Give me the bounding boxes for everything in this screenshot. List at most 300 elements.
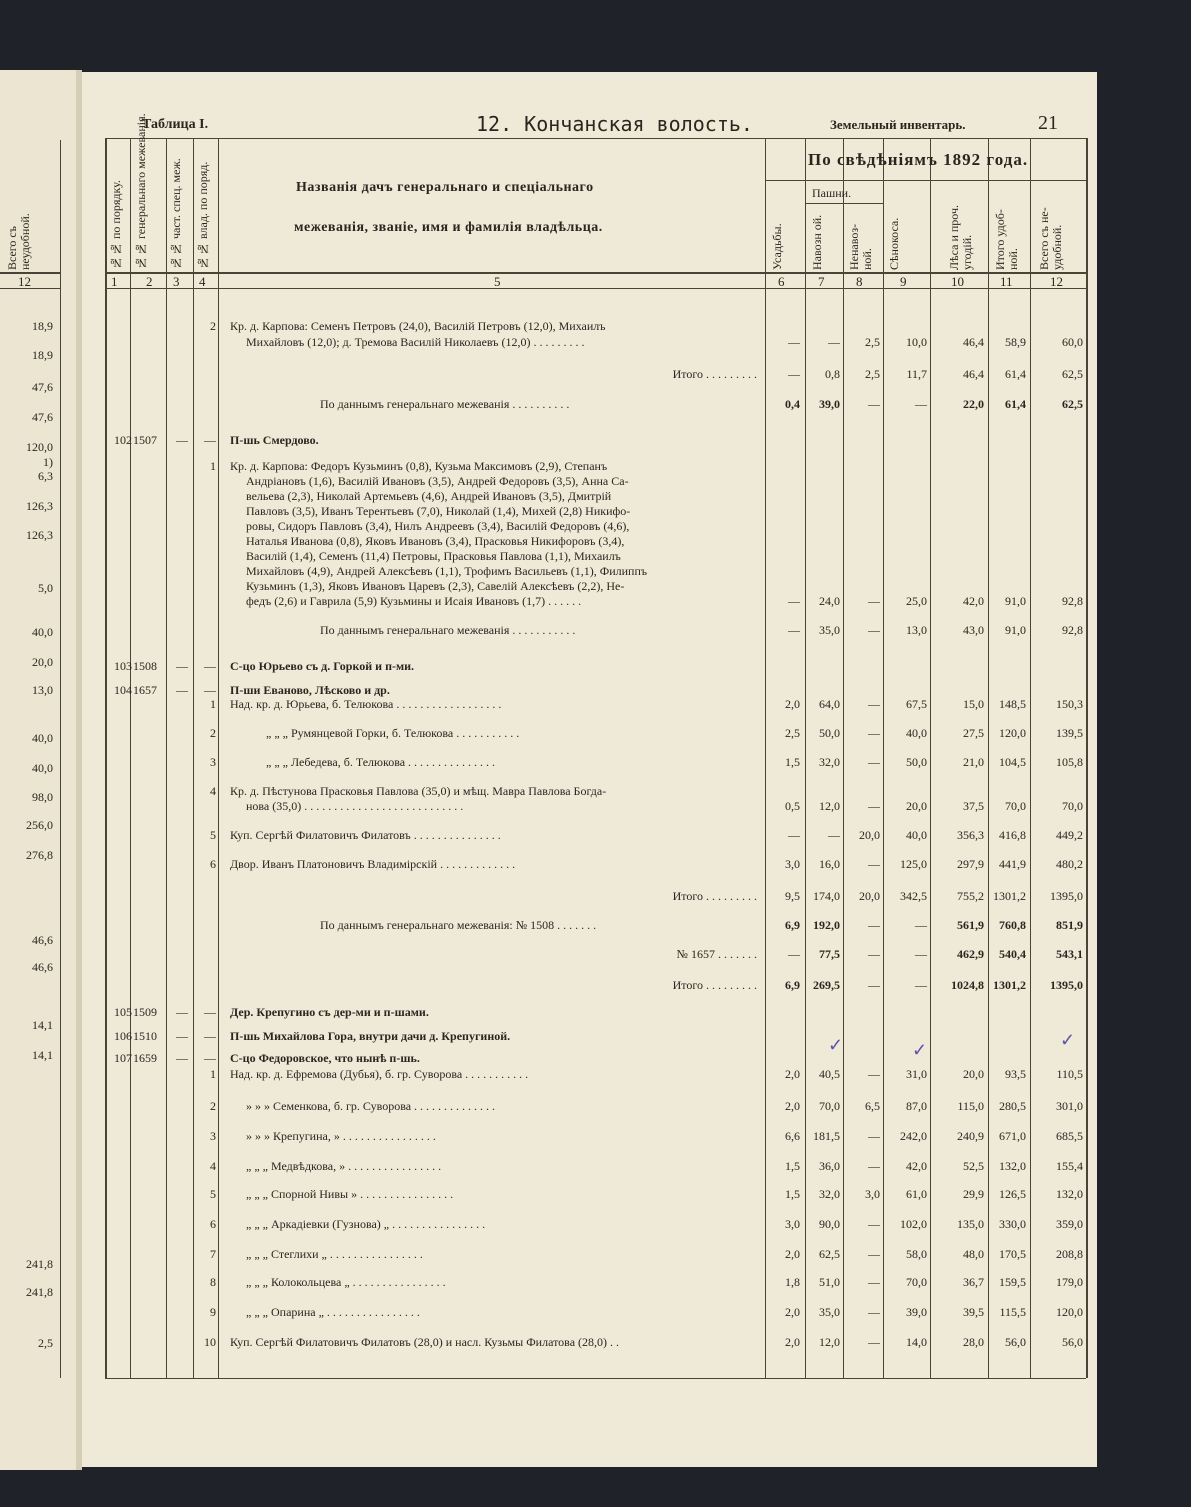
special-survey-number: — [176, 683, 188, 697]
owner-name: Василій (1,4), Семенъ (11,4) Петровы, Прасковья Павлова (1,1), Михаилъ [246, 549, 621, 563]
owner-name: ровы, Сидоръ Павловъ (3,4), Нилъ Андреевъ (3,4), Василій Федоровъ (4,6), [246, 519, 630, 533]
value-col-7: — [828, 335, 840, 349]
left-page-value: 13,0 [32, 683, 53, 697]
value-col-7: 70,0 [819, 1099, 840, 1113]
value-col-8: 3,0 [865, 1187, 880, 1201]
owner-name: Двор. Иванъ Платоновичъ Владимірскій . . . . . . . . . . . . . [230, 857, 516, 871]
left-margin-rule [60, 140, 61, 1378]
value-col-12: 150,3 [1056, 697, 1083, 711]
value-col-10: 46,4 [963, 367, 984, 381]
column-number-1: 1 [111, 274, 118, 289]
value-col-6: 2,0 [785, 1247, 800, 1261]
owner-name: Итого . . . . . . . . . [672, 367, 757, 381]
column-number-10: 10 [951, 274, 964, 289]
value-col-11: 61,4 [1005, 367, 1026, 381]
value-col-11: 416,8 [999, 828, 1026, 842]
column-header-7: Навозн ой. [810, 214, 824, 270]
value-col-8: — [868, 947, 880, 961]
left-page-value: 126,3 [26, 499, 53, 513]
left-page-value: 241,8 [26, 1257, 53, 1271]
owner-name: Итого . . . . . . . . . [672, 889, 757, 903]
special-survey-number: — [176, 1029, 188, 1043]
value-col-12: 70,0 [1062, 799, 1083, 813]
value-col-11: 159,5 [999, 1275, 1026, 1289]
value-col-6: — [788, 828, 800, 842]
header-top-rule [105, 138, 1086, 139]
column-number-7: 7 [818, 274, 825, 289]
owner-name: Кр. д. Карпова: Семенъ Петровъ (24,0), Василій Петровъ (12,0), Михаилъ [230, 319, 606, 333]
value-col-7: 12,0 [819, 1335, 840, 1349]
value-col-6: 1,5 [785, 1159, 800, 1173]
row-number: 107 [114, 1051, 132, 1065]
value-col-11: 93,5 [1005, 1067, 1026, 1081]
value-col-11: 120,0 [999, 726, 1026, 740]
value-col-10: 37,5 [963, 799, 984, 813]
value-col-9: 125,0 [900, 857, 927, 871]
value-col-12: 449,2 [1056, 828, 1083, 842]
value-col-6: 2,5 [785, 726, 800, 740]
value-col-8: — [868, 1129, 880, 1143]
owner-number: — [204, 1005, 216, 1019]
left-page-value: 1) [43, 455, 53, 469]
value-col-8: — [868, 397, 880, 411]
owner-name: П-ши Еваново, Лѣсково и др. [230, 683, 390, 697]
colnum-rule [105, 288, 1086, 289]
value-col-10: 43,0 [963, 623, 984, 637]
value-col-12: 139,5 [1056, 726, 1083, 740]
value-col-11: 280,5 [999, 1099, 1026, 1113]
bottom-rule [105, 1378, 1086, 1379]
owner-name: Павловъ (3,5), Иванъ Терентьевъ (7,0), Николай (1,4), Михей (2,8) Никифо- [246, 504, 631, 518]
value-col-9: 242,0 [900, 1129, 927, 1143]
owner-name: нова (35,0) . . . . . . . . . . . . . . . . . . . . . . . . . . . [246, 799, 464, 813]
value-col-9: 40,0 [906, 726, 927, 740]
value-col-8: — [868, 1159, 880, 1173]
value-col-10: 561,9 [957, 918, 984, 932]
value-col-9: 61,0 [906, 1187, 927, 1201]
value-col-9: 102,0 [900, 1217, 927, 1231]
owner-name: Над. кр. д. Юрьева, б. Телюкова . . . . . . . . . . . . . . . . . . [230, 697, 502, 711]
value-col-7: 16,0 [819, 857, 840, 871]
value-col-6: — [788, 335, 800, 349]
value-col-7: 62,5 [819, 1247, 840, 1261]
owner-name: Куп. Сергѣй Филатовичъ Филатовъ (28,0) и насл. Кузьмы Филатова (28,0) . . [230, 1335, 620, 1349]
value-col-11: 104,5 [999, 755, 1026, 769]
value-col-8: — [868, 755, 880, 769]
value-col-10: 240,9 [957, 1129, 984, 1143]
column-header-3: №№ част. спец. меж. [169, 158, 183, 270]
value-col-11: 91,0 [1005, 594, 1026, 608]
owner-name: По даннымъ генеральнаго межеванія . . . . . . . . . . [320, 397, 570, 411]
value-col-9: 67,5 [906, 697, 927, 711]
left-page-value: 2,5 [38, 1336, 53, 1350]
column-number-5: 5 [494, 274, 501, 289]
left-page-value: 14,1 [32, 1018, 53, 1032]
general-survey-number: 1657 [133, 683, 157, 697]
left-page-value: 40,0 [32, 761, 53, 775]
column-header-2: №№ генеральнаго межеванія. [134, 113, 148, 270]
value-col-8: — [868, 918, 880, 932]
value-col-8: 6,5 [865, 1099, 880, 1113]
owner-name: » » » Крепугина, » . . . . . . . . . . . . . . . . [246, 1129, 436, 1143]
value-col-11: 1301,2 [993, 889, 1026, 903]
value-col-8: — [868, 1067, 880, 1081]
left-page-value: 241,8 [26, 1285, 53, 1299]
row-number: 106 [114, 1029, 132, 1043]
value-col-6: — [788, 367, 800, 381]
column-header-5-line2: межеванія, званіе, имя и фамилія владѣльца. [294, 220, 603, 235]
value-col-9: 40,0 [906, 828, 927, 842]
column-number-11: 11 [1000, 274, 1013, 289]
value-col-9: 11,7 [906, 367, 927, 381]
column-rule [765, 138, 766, 1378]
value-col-8: — [868, 799, 880, 813]
column-number-3: 3 [173, 274, 180, 289]
column-header-11: Итого удоб-ной. [993, 209, 1020, 270]
special-survey-number: — [176, 1051, 188, 1065]
value-col-9: 42,0 [906, 1159, 927, 1173]
left-column-header: Всего съ неудобной. [5, 213, 32, 270]
value-col-11: 330,0 [999, 1217, 1026, 1231]
value-col-12: 359,0 [1056, 1217, 1083, 1231]
column-header-6: Усадьбы. [770, 223, 784, 270]
left-column-number: 12 [18, 274, 31, 289]
left-page-value: 47,6 [32, 380, 53, 394]
owner-name: Кр. д. Пѣстунова Прасковья Павлова (35,0) и мѣщ. Мавра Павлова Богда- [230, 784, 607, 798]
value-col-6: 1,5 [785, 1187, 800, 1201]
value-col-10: 42,0 [963, 594, 984, 608]
value-col-9: — [915, 918, 927, 932]
page-number: 21 [1038, 112, 1058, 134]
left-page-value: 5,0 [38, 581, 53, 595]
value-col-11: 441,9 [999, 857, 1026, 871]
left-page-value: 6,3 [38, 469, 53, 483]
owner-name: С-цо Юрьево съ д. Горкой и п-ми. [230, 659, 415, 673]
owner-name: „ „ „ Румянцевой Горки, б. Телюкова . . . . . . . . . . . [266, 726, 520, 740]
general-survey-number: 1510 [133, 1029, 157, 1043]
value-col-10: 36,7 [963, 1275, 984, 1289]
column-rule [843, 138, 844, 1378]
value-col-6: 2,0 [785, 1305, 800, 1319]
value-col-10: 21,0 [963, 755, 984, 769]
owner-number: 9 [210, 1305, 216, 1319]
column-number-8: 8 [856, 274, 863, 289]
value-col-12: 60,0 [1062, 335, 1083, 349]
special-survey-number: — [176, 1005, 188, 1019]
value-col-10: 52,5 [963, 1159, 984, 1173]
value-col-9: 25,0 [906, 594, 927, 608]
value-col-7: 192,0 [813, 918, 840, 932]
check-mark: ✓ [912, 1040, 928, 1060]
value-col-8: 2,5 [865, 367, 880, 381]
left-page-value: 120,0 [26, 440, 53, 454]
value-col-12: 480,2 [1056, 857, 1083, 871]
group-rule [765, 180, 1086, 181]
column-rule [218, 138, 219, 1378]
value-col-8: — [868, 1275, 880, 1289]
owner-name: Над. кр. д. Ефремова (Дубья), б. гр. Суворова . . . . . . . . . . . [230, 1067, 529, 1081]
column-header-9: Сѣнокоса. [887, 217, 901, 270]
value-col-10: 297,9 [957, 857, 984, 871]
value-col-8: — [868, 1217, 880, 1231]
value-col-7: 174,0 [813, 889, 840, 903]
left-page-value: 18,9 [32, 348, 53, 362]
value-col-9: 70,0 [906, 1275, 927, 1289]
value-col-12: 56,0 [1062, 1335, 1083, 1349]
column-header-10: Лѣса и проч. угодій. [947, 204, 974, 270]
owner-name: Наталья Иванова (0,8), Яковъ Ивановъ (3,4), Прасковья Никифоровъ (3,4), [246, 534, 625, 548]
left-page-value: 18,9 [32, 319, 53, 333]
value-col-6: 6,9 [785, 978, 800, 992]
value-col-9: 342,5 [900, 889, 927, 903]
check-mark: ✓ [828, 1035, 844, 1055]
owner-name: П-шь Смердово. [230, 433, 319, 447]
owner-number: 1 [210, 697, 216, 711]
owner-name: По даннымъ генеральнаго межеванія . . . . . . . . . . . [320, 623, 576, 637]
value-col-7: 35,0 [819, 623, 840, 637]
value-col-6: 6,9 [785, 918, 800, 932]
page-title: 12. Кончанская волость. [476, 112, 753, 136]
value-col-12: 851,9 [1056, 918, 1083, 932]
value-col-6: 3,0 [785, 857, 800, 871]
value-col-6: 2,0 [785, 697, 800, 711]
owner-number: 4 [210, 784, 216, 798]
value-col-9: 14,0 [906, 1335, 927, 1349]
owner-number: — [204, 433, 216, 447]
column-rule [930, 138, 931, 1378]
row-number: 103 [114, 659, 132, 673]
owner-name: С-цо Федоровское, что нынѣ п-шь. [230, 1051, 420, 1065]
general-survey-number: 1659 [133, 1051, 157, 1065]
value-col-10: 356,3 [957, 828, 984, 842]
value-col-10: 115,0 [957, 1099, 984, 1113]
value-col-12: 92,8 [1062, 623, 1083, 637]
owner-name: „ „ „ Аркадіевки (Гузнова) „ . . . . . . . . . . . . . . . . [246, 1217, 486, 1231]
value-col-11: 58,9 [1005, 335, 1026, 349]
value-col-11: 671,0 [999, 1129, 1026, 1143]
value-col-8: — [868, 697, 880, 711]
owner-number: 2 [210, 319, 216, 333]
value-col-7: 32,0 [819, 755, 840, 769]
general-survey-number: 1509 [133, 1005, 157, 1019]
value-col-9: 13,0 [906, 623, 927, 637]
column-header-12: Всего съ не-удобной. [1037, 207, 1064, 270]
column-rule [1086, 138, 1088, 1378]
column-number-12: 12 [1050, 274, 1063, 289]
owner-number: 3 [210, 1129, 216, 1143]
column-header-5-line1: Названія дачъ генеральнаго и спеціальнаго [296, 180, 594, 195]
general-survey-number: 1507 [133, 433, 157, 447]
page-sheet [82, 72, 1097, 1467]
column-number-9: 9 [900, 274, 907, 289]
value-col-7: 24,0 [819, 594, 840, 608]
owner-name: „ „ „ Опарина „ . . . . . . . . . . . . . . . . [246, 1305, 420, 1319]
owner-name: „ „ „ Стеглихи „ . . . . . . . . . . . . . . . . [246, 1247, 423, 1261]
value-col-12: 301,0 [1056, 1099, 1083, 1113]
column-rule [193, 138, 194, 1378]
value-col-7: 77,5 [819, 947, 840, 961]
value-col-8: — [868, 1335, 880, 1349]
value-col-11: 61,4 [1005, 397, 1026, 411]
value-col-12: 132,0 [1056, 1187, 1083, 1201]
owner-number: 10 [204, 1335, 216, 1349]
owner-name: „ „ „ Колокольцева „ . . . . . . . . . . . . . . . . [246, 1275, 446, 1289]
value-col-10: 462,9 [957, 947, 984, 961]
left-page-value: 47,6 [32, 410, 53, 424]
value-col-10: 27,5 [963, 726, 984, 740]
value-col-6: 1,5 [785, 755, 800, 769]
value-col-6: 3,0 [785, 1217, 800, 1231]
value-col-8: — [868, 1305, 880, 1319]
value-col-7: 36,0 [819, 1159, 840, 1173]
row-number: 104 [114, 683, 132, 697]
value-col-9: 20,0 [906, 799, 927, 813]
owner-name: Куп. Сергѣй Филатовичъ Филатовъ . . . . . . . . . . . . . . . [230, 828, 501, 842]
pashni-divider [843, 203, 844, 272]
column-header-1: №№ по порядку. [109, 180, 123, 270]
owner-number: 6 [210, 857, 216, 871]
value-col-11: 115,5 [999, 1305, 1026, 1319]
value-col-10: 755,2 [957, 889, 984, 903]
value-col-8: — [868, 726, 880, 740]
pashni-rule [805, 203, 883, 204]
owner-number: 7 [210, 1247, 216, 1261]
value-col-7: 50,0 [819, 726, 840, 740]
value-col-10: 135,0 [957, 1217, 984, 1231]
value-col-11: 170,5 [999, 1247, 1026, 1261]
owner-number: — [204, 659, 216, 673]
value-col-6: 1,8 [785, 1275, 800, 1289]
value-col-10: 28,0 [963, 1335, 984, 1349]
value-col-6: 2,0 [785, 1335, 800, 1349]
owner-name: федъ (2,6) и Гаврила (5,9) Кузьмины и Исаія Ивановъ (1,7) . . . . . . [246, 594, 582, 608]
column-group-header: По свѣдѣніямъ 1892 года. [808, 150, 1029, 169]
value-col-7: 90,0 [819, 1217, 840, 1231]
value-col-6: — [788, 594, 800, 608]
value-col-7: 51,0 [819, 1275, 840, 1289]
value-col-9: 58,0 [906, 1247, 927, 1261]
value-col-7: — [828, 828, 840, 842]
value-col-6: 2,0 [785, 1099, 800, 1113]
value-col-7: 35,0 [819, 1305, 840, 1319]
owner-name: Кузьминъ (1,3), Яковъ Ивановъ Царевъ (2,3), Савелій Алексѣевъ (2,2), Не- [246, 579, 625, 593]
owner-name: „ „ „ Лебедева, б. Телюкова . . . . . . . . . . . . . . . [266, 755, 496, 769]
value-col-12: 120,0 [1056, 1305, 1083, 1319]
left-page-value: 40,0 [32, 625, 53, 639]
value-col-7: 40,5 [819, 1067, 840, 1081]
owner-name: Михайловъ (12,0); д. Тремова Василій Николаевъ (12,0) . . . . . . . . . [246, 335, 585, 349]
value-col-12: 179,0 [1056, 1275, 1083, 1289]
value-col-11: 148,5 [999, 697, 1026, 711]
value-col-11: 1301,2 [993, 978, 1026, 992]
owner-number: 6 [210, 1217, 216, 1231]
check-mark: ✓ [1060, 1030, 1076, 1050]
owner-number: 8 [210, 1275, 216, 1289]
owner-name: „ „ „ Медвѣдкова, » . . . . . . . . . . . . . . . . [246, 1159, 442, 1173]
left-page-value: 46,6 [32, 933, 53, 947]
value-col-8: — [868, 978, 880, 992]
general-survey-number: 1508 [133, 659, 157, 673]
value-col-7: 0,8 [825, 367, 840, 381]
value-col-12: 110,5 [1056, 1067, 1083, 1081]
value-col-6: 0,5 [785, 799, 800, 813]
value-col-9: 39,0 [906, 1305, 927, 1319]
special-survey-number: — [176, 433, 188, 447]
value-col-11: 132,0 [999, 1159, 1026, 1173]
value-col-10: 46,4 [963, 335, 984, 349]
header-bottom-rule [105, 272, 1086, 274]
owner-name: вельева (2,3), Николай Артемьевъ (4,6), Андрей Ивановъ (3,5), Дмитрій [246, 489, 612, 503]
column-header-8: Ненавоз-ной. [847, 223, 874, 270]
value-col-8: 20,0 [859, 889, 880, 903]
owner-number: 5 [210, 1187, 216, 1201]
value-col-11: 540,4 [999, 947, 1026, 961]
column-rule [105, 138, 107, 1378]
value-col-9: — [915, 947, 927, 961]
value-col-10: 22,0 [963, 397, 984, 411]
value-col-7: 269,5 [813, 978, 840, 992]
owner-name: № 1657 . . . . . . . [676, 947, 757, 961]
column-number-2: 2 [146, 274, 153, 289]
owner-number: 1 [210, 459, 216, 473]
owner-name: Итого . . . . . . . . . [672, 978, 757, 992]
special-survey-number: — [176, 659, 188, 673]
row-number: 105 [114, 1005, 132, 1019]
value-col-7: 181,5 [813, 1129, 840, 1143]
left-page-value: 126,3 [26, 528, 53, 542]
value-col-11: 70,0 [1005, 799, 1026, 813]
owner-number: 2 [210, 726, 216, 740]
value-col-8: — [868, 623, 880, 637]
value-col-12: 62,5 [1062, 397, 1083, 411]
value-col-10: 15,0 [963, 697, 984, 711]
value-col-6: 2,0 [785, 1067, 800, 1081]
owner-name: П-шь Михайлова Гора, внутри дачи д. Крепугиной. [230, 1029, 511, 1043]
section-label: Земельный инвентарь. [830, 117, 966, 132]
value-col-8: — [868, 594, 880, 608]
owner-name: Дер. Крепугино съ дер-ми и п-шами. [230, 1005, 429, 1019]
value-col-7: 64,0 [819, 697, 840, 711]
value-col-6: — [788, 623, 800, 637]
owner-name: Кр. д. Карпова: Федоръ Кузьминъ (0,8), Кузьма Максимовъ (2,9), Степанъ [230, 459, 608, 473]
value-col-10: 1024,8 [951, 978, 984, 992]
value-col-9: — [915, 397, 927, 411]
value-col-7: 32,0 [819, 1187, 840, 1201]
owner-name: Андріановъ (1,6), Василій Ивановъ (3,5), Андрей Федоровъ (3,5), Анна Са- [246, 474, 629, 488]
owner-name: » » » Семенкова, б. гр. Суворова . . . . . . . . . . . . . . [246, 1099, 496, 1113]
value-col-9: — [915, 978, 927, 992]
column-rule [166, 138, 167, 1378]
pashni-header: Пашни. [812, 186, 852, 200]
value-col-6: 9,5 [785, 889, 800, 903]
column-rule [988, 138, 989, 1378]
value-col-11: 760,8 [999, 918, 1026, 932]
row-number: 102 [114, 433, 132, 447]
value-col-12: 1395,0 [1050, 889, 1083, 903]
value-col-10: 39,5 [963, 1305, 984, 1319]
owner-number: — [204, 1029, 216, 1043]
value-col-12: 62,5 [1062, 367, 1083, 381]
owner-number: — [204, 683, 216, 697]
owner-number: 2 [210, 1099, 216, 1113]
value-col-9: 87,0 [906, 1099, 927, 1113]
value-col-9: 50,0 [906, 755, 927, 769]
value-col-8: — [868, 1247, 880, 1261]
owner-name: „ „ „ Спорной Нивы » . . . . . . . . . . . . . . . . [246, 1187, 454, 1201]
value-col-6: 6,6 [785, 1129, 800, 1143]
value-col-6: 0,4 [785, 397, 800, 411]
owner-number: 5 [210, 828, 216, 842]
